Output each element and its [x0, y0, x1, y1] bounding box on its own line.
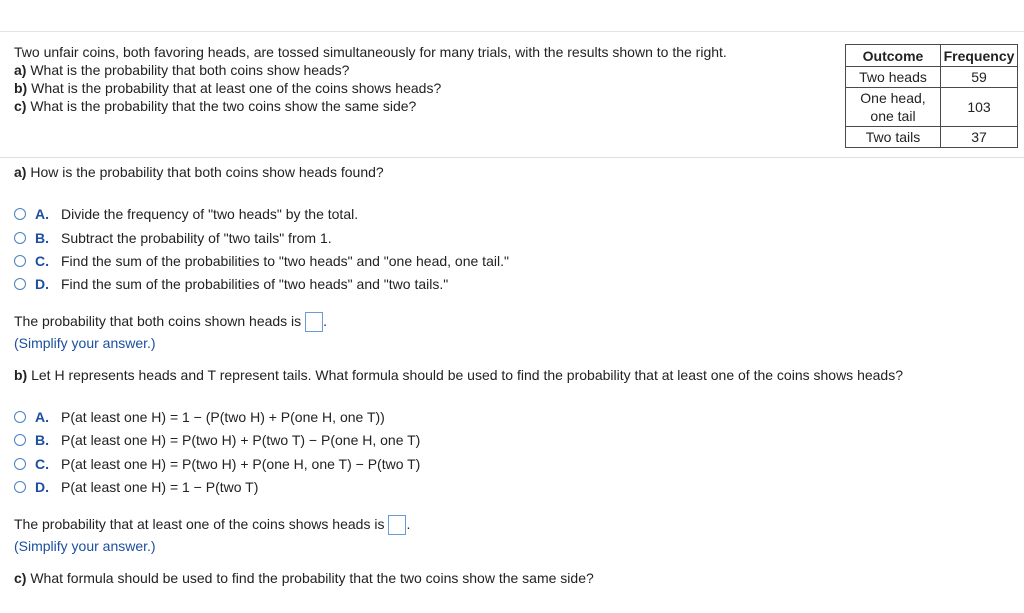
part-b-option-a[interactable]: A. P(at least one H) = 1 − (P(two H) + P(one H, one T))	[14, 407, 385, 427]
radio-button[interactable]	[14, 232, 26, 244]
radio-button[interactable]	[14, 255, 26, 267]
option-text: P(at least one H) = P(two H) + P(two T) − P(one H, one T)	[61, 432, 421, 448]
option-text: P(at least one H) = P(two H) + P(one H, one T) − P(two T)	[61, 456, 421, 472]
part-b-option-c[interactable]: C. P(at least one H) = P(two H) + P(one H, one T) − P(two T)	[14, 454, 420, 474]
problem-question-a: a) What is the probability that both coins show heads?	[14, 62, 350, 78]
part-a-option-b[interactable]: B. Subtract the probability of "two tails" from 1.	[14, 228, 332, 248]
radio-button[interactable]	[14, 411, 26, 423]
radio-button[interactable]	[14, 278, 26, 290]
frequency-table	[845, 44, 1018, 148]
table-row	[846, 67, 1018, 88]
problem-intro: Two unfair coins, both favoring heads, are tossed simultaneously for many trials, with the results shown to the right.	[14, 44, 727, 60]
problem-question-c: c) What is the probability that the two coins show the same side?	[14, 98, 417, 114]
part-a-option-a[interactable]: A. Divide the frequency of "two heads" by the total.	[14, 204, 358, 224]
top-divider	[0, 31, 1024, 32]
option-text: Find the sum of the probabilities to "two heads" and "one head, one tail."	[61, 253, 509, 269]
radio-button[interactable]	[14, 458, 26, 470]
radio-button[interactable]	[14, 434, 26, 446]
part-c-question: c) What formula should be used to find the probability that the two coins show the same side?	[14, 570, 594, 586]
option-text: Subtract the probability of "two tails" from 1.	[61, 230, 332, 246]
answer-prompt: The probability that at least one of the coins shows heads is	[14, 516, 385, 532]
frequency-cell: 59	[941, 67, 1018, 88]
radio-button[interactable]	[14, 208, 26, 220]
outcome-cell: One head, one tail	[846, 88, 941, 127]
part-b-option-b[interactable]: B. P(at least one H) = P(two H) + P(two T) − P(one H, one T)	[14, 430, 420, 450]
header-outcome: Outcome	[846, 45, 941, 67]
simplify-hint: (Simplify your answer.)	[14, 538, 156, 554]
problem-question-b: b) What is the probability that at least one of the coins shows heads?	[14, 80, 442, 96]
option-text: P(at least one H) = 1 − P(two T)	[61, 479, 259, 495]
option-text: Find the sum of the probabilities of "two heads" and "two tails."	[61, 276, 449, 292]
part-a-question: a) How is the probability that both coins show heads found?	[14, 164, 384, 180]
part-b-answer-line: The probability that at least one of the coins shows heads is .	[14, 515, 410, 535]
part-b-question: b) Let H represents heads and T represent tails. What formula should be used to find the probability that at least one of the coins shows heads?	[14, 367, 904, 383]
outcome-cell: Two tails	[846, 127, 941, 148]
outcome-cell: Two heads	[846, 67, 941, 88]
option-text: Divide the frequency of "two heads" by the total.	[61, 206, 359, 222]
option-text: P(at least one H) = 1 − (P(two H) + P(one H, one T))	[61, 409, 385, 425]
frequency-cell: 37	[941, 127, 1018, 148]
answer-input[interactable]	[388, 515, 406, 535]
part-a-answer-line: The probability that both coins shown heads is .	[14, 312, 327, 332]
radio-button[interactable]	[14, 481, 26, 493]
table-row	[846, 127, 1018, 148]
part-b-option-d[interactable]: D. P(at least one H) = 1 − P(two T)	[14, 477, 258, 497]
header-frequency: Frequency	[941, 45, 1018, 67]
part-a-option-d[interactable]: D. Find the sum of the probabilities of "two heads" and "two tails."	[14, 274, 448, 294]
table-header-row	[846, 45, 1018, 67]
problem-statement	[14, 43, 727, 115]
frequency-cell: 103	[941, 88, 1018, 127]
answer-input[interactable]	[305, 312, 323, 332]
table-row	[846, 88, 1018, 127]
section-divider	[0, 157, 1024, 158]
part-a-option-c[interactable]: C. Find the sum of the probabilities to "two heads" and "one head, one tail."	[14, 251, 509, 271]
simplify-hint: (Simplify your answer.)	[14, 335, 156, 351]
answer-prompt: The probability that both coins shown heads is	[14, 313, 302, 329]
